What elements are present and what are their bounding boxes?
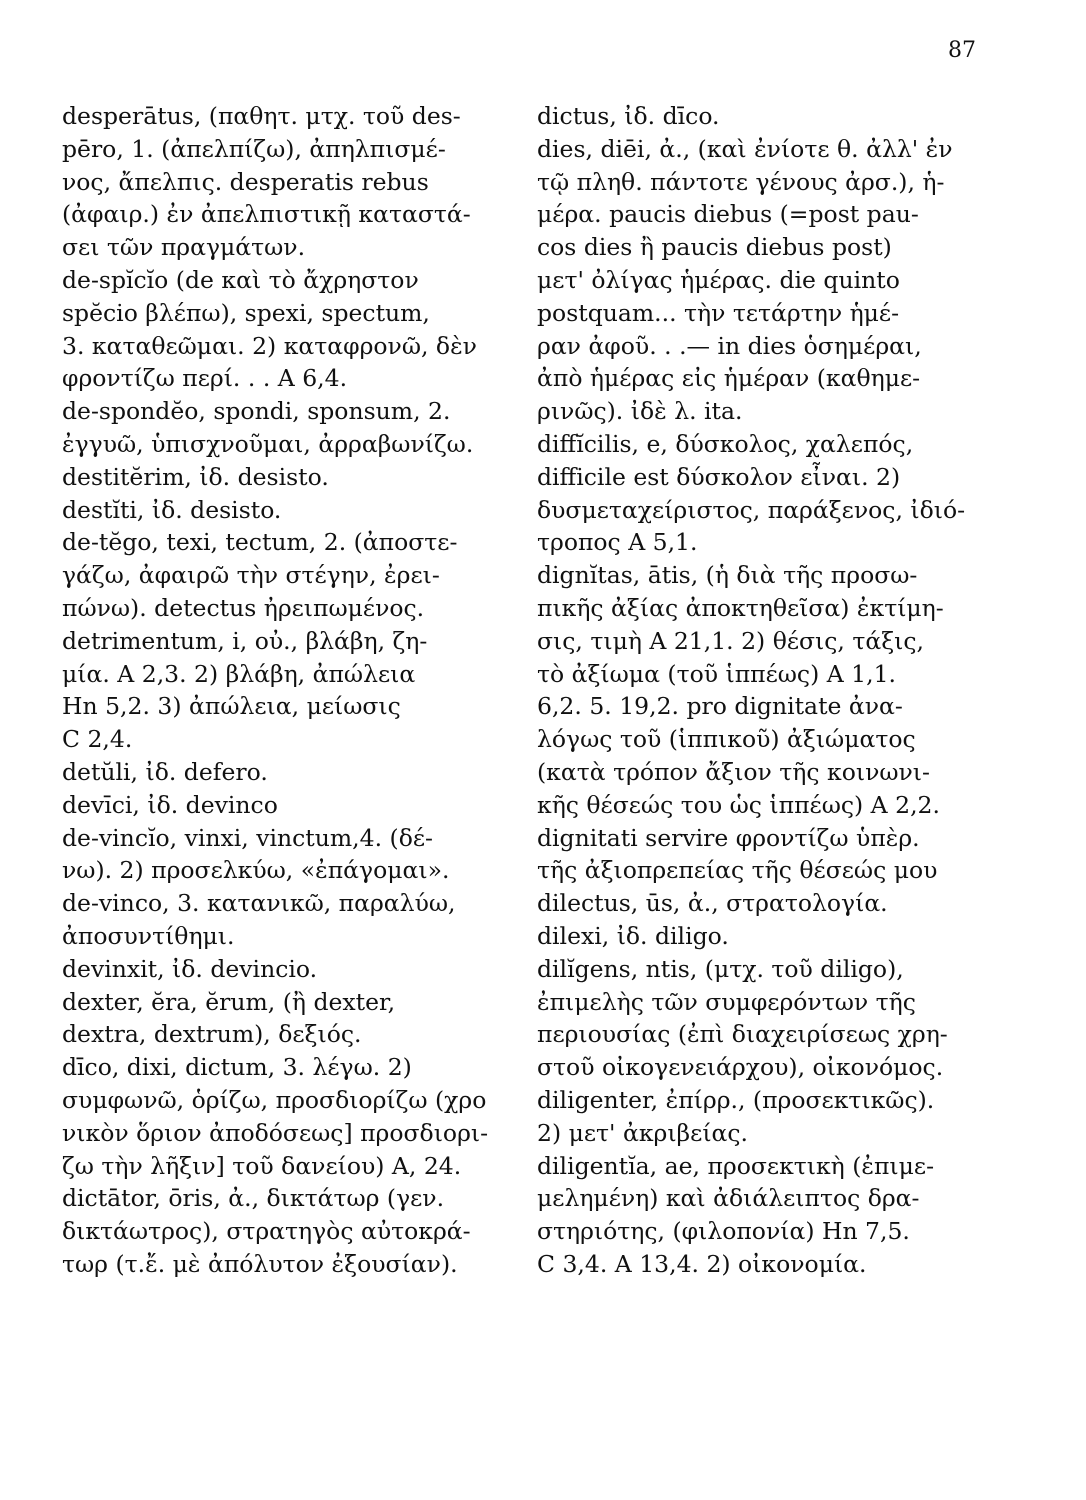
dictionary-line: τὸ ἀξίωμα (τοῦ ἱππέως) A 1,1.	[537, 659, 897, 688]
dictionary-line: δικτάωτρος), στρατηγὸς αὐτοκρά-	[62, 1217, 471, 1246]
dictionary-line: dies, diēi, ἀ., (καὶ ἐνίοτε θ. ἀλλ' ἐν	[537, 134, 953, 163]
dictionary-line: κῆς θέσεώς του ὡς ἱππέως) A 2,2.	[537, 790, 940, 819]
dictionary-line: devinxit, ἰδ. devincio.	[62, 954, 318, 983]
dictionary-line: ραν ἀφοῦ. . .— in dies ὁσημέραι,	[537, 331, 922, 360]
dictionary-line: νος, ἄπελπις. desperatis rebus	[62, 167, 429, 196]
dictionary-line: postquam... τὴν τετάρτην ἡμέ-	[537, 298, 900, 327]
dictionary-line: dextra, dextrum), δεξιός.	[62, 1020, 362, 1049]
dictionary-line: μελημένη) καὶ ἀδιάλειπτος δρα-	[537, 1184, 920, 1213]
dictionary-line: difficile est δύσκολον εἶναι. 2)	[537, 462, 901, 491]
dictionary-line: 3. καταθεῶμαι. 2) καταφρονῶ, δὲν	[62, 331, 477, 360]
dictionary-line: de-vinco, 3. κατανικῶ, παραλύω,	[62, 889, 456, 918]
dictionary-line: 2) μετ' ἀκριβείας.	[537, 1118, 749, 1147]
dictionary-line: dictus, ἰδ. dīco.	[537, 102, 720, 130]
dictionary-line: destĭti, ἰδ. desisto.	[62, 495, 282, 524]
dictionary-line: 6,2. 5. 19,2. pro dignitate ἀνα-	[537, 692, 903, 721]
dictionary-line: γάζω, ἀφαιρῶ τὴν στέγην, ἐρει-	[62, 561, 440, 590]
dictionary-line: νω). 2) προσελκύω, «ἐπάγομαι».	[62, 856, 450, 885]
dictionary-line: περιουσίας (ἐπὶ διαχειρίσεως χρη-	[537, 1020, 948, 1049]
dictionary-line: de-spondĕo, spondi, sponsum, 2.	[62, 397, 451, 426]
dictionary-line: dilexi, ἰδ. diligo.	[537, 921, 729, 950]
dictionary-line: (ἀφαιρ.) ἐν ἀπελπιστικῇ καταστά-	[62, 200, 471, 229]
dictionary-line: τῆς ἀξιοπρεπείας τῆς θέσεώς μου	[537, 856, 938, 885]
dictionary-line: de-spĭcĭo (de καὶ τὸ ἄχρηστον	[62, 265, 419, 294]
dictionary-line: diffĭcilis, e, δύσκολος, χαλεπός,	[537, 429, 914, 458]
dictionary-line: diligenter, ἐπίρρ., (προσεκτικῶς).	[537, 1085, 935, 1114]
dictionary-line: devīci, ἰδ. devinco	[62, 790, 278, 819]
dictionary-line: στηριότης, (φιλοπονία) Hn 7,5.	[537, 1217, 910, 1246]
right-column	[537, 100, 989, 1281]
dictionary-line: ἐγγυῶ, ὑπισχνοῦμαι, ἀρραβωνίζω.	[62, 429, 474, 458]
dictionary-line: τροπος A 5,1.	[537, 528, 698, 557]
dictionary-line: dictātor, ōris, ἀ., δικτάτωρ (γεν.	[62, 1184, 445, 1213]
dictionary-line: στοῦ οἰκογενειάρχου), οἰκονόμος.	[537, 1053, 944, 1082]
dictionary-line: spĕcio βλέπω), spexi, spectum,	[62, 298, 430, 327]
dictionary-line: dilĭgens, ntis, (μτχ. τοῦ diligo),	[537, 954, 904, 983]
dictionary-line: πώνω). detectus ἠρειπωμένος.	[62, 593, 425, 622]
dictionary-line: dexter, ĕra, ĕrum, (ἢ dexter,	[62, 987, 396, 1016]
dictionary-line: de-tĕgo, texi, tectum, 2. (ἀποστε-	[62, 528, 458, 557]
dictionary-line: detrimentum, i, οὐ., βλάβη, ζη-	[62, 626, 428, 655]
dictionary-line: λόγως τοῦ (ἱππικοῦ) ἀξιώματος	[537, 725, 916, 754]
dictionary-line: ἀπὸ ἡμέρας εἰς ἡμέραν (καθημε-	[537, 364, 921, 393]
dictionary-line: destitĕrim, ἰδ. desisto.	[62, 462, 329, 491]
dictionary-line: μία. A 2,3. 2) βλάβη, ἀπώλεια	[62, 659, 416, 688]
dictionary-line: (κατὰ τρόπον ἄξιον τῆς κοινωνι-	[537, 757, 930, 786]
dictionary-line: de-vincĭo, vinxi, vinctum,4. (δέ-	[62, 823, 433, 852]
dictionary-line: τωρ (τ.ἔ. μὲ ἀπόλυτον ἐξουσίαν).	[62, 1249, 458, 1278]
dictionary-line: ἀποσυντίθημι.	[62, 921, 235, 950]
dictionary-line: τῷ πληθ. πάντοτε γένους ἀρσ.), ἡ-	[537, 167, 945, 196]
dictionary-line: pēro, 1. (ἀπελπίζω), ἀπηλπισμέ-	[62, 134, 446, 163]
dictionary-line: ἐπιμελὴς τῶν συμφερόντων τῆς	[537, 987, 916, 1016]
left-column	[62, 100, 532, 1281]
dictionary-line: dīco, dixi, dictum, 3. λέγω. 2)	[62, 1053, 412, 1082]
dictionary-line: σει τῶν πραγμάτων.	[62, 233, 306, 262]
dictionary-line: detŭli, ἰδ. defero.	[62, 757, 268, 786]
dictionary-line: ρινῶς). ἰδὲ λ. ita.	[537, 397, 743, 426]
dictionary-line: dilectus, ūs, ἀ., στρατολογία.	[537, 889, 888, 918]
dictionary-line: νικὸν ὅριον ἀποδόσεως] προσδιορι-	[62, 1118, 489, 1147]
dictionary-line: μετ' ὀλίγας ἡμέρας. die quinto	[537, 265, 900, 294]
dictionary-line: πικῆς ἀξίας ἀποκτηθεῖσα) ἐκτίμη-	[537, 593, 944, 622]
dictionary-line: C 2,4.	[62, 725, 133, 754]
dictionary-line: μέρα. paucis diebus (=post pau-	[537, 200, 919, 229]
dictionary-line: dignĭtas, ātis, (ἡ διὰ τῆς προσω-	[537, 561, 918, 590]
dictionary-line: συμφωνῶ, ὁρίζω, προσδιορίζω (χρο	[62, 1085, 487, 1114]
dictionary-line: C 3,4. A 13,4. 2) οἰκονομία.	[537, 1249, 867, 1278]
dictionary-line: σις, τιμὴ A 21,1. 2) θέσις, τάξις,	[537, 626, 925, 655]
dictionary-line: Hn 5,2. 3) ἀπώλεια, μείωσις	[62, 692, 401, 721]
dictionary-line: dignitati servire φροντίζω ὑπὲρ.	[537, 823, 920, 852]
dictionary-line: δυσμεταχείριστος, παράξενος, ἰδιό-	[537, 495, 966, 524]
dictionary-line: ζω τὴν λῆξιν] τοῦ δανείου) A, 24.	[62, 1151, 462, 1180]
dictionary-line: desperātus, (παθητ. μτχ. τοῦ des-	[62, 102, 461, 130]
dictionary-line: diligentĭa, ae, προσεκτικὴ (ἐπιμε-	[537, 1151, 935, 1180]
dictionary-line: φροντίζω περί. . . A 6,4.	[62, 364, 348, 393]
dictionary-line: cos dies ἢ paucis diebus post)	[537, 233, 892, 262]
page-number: 87	[948, 38, 976, 63]
